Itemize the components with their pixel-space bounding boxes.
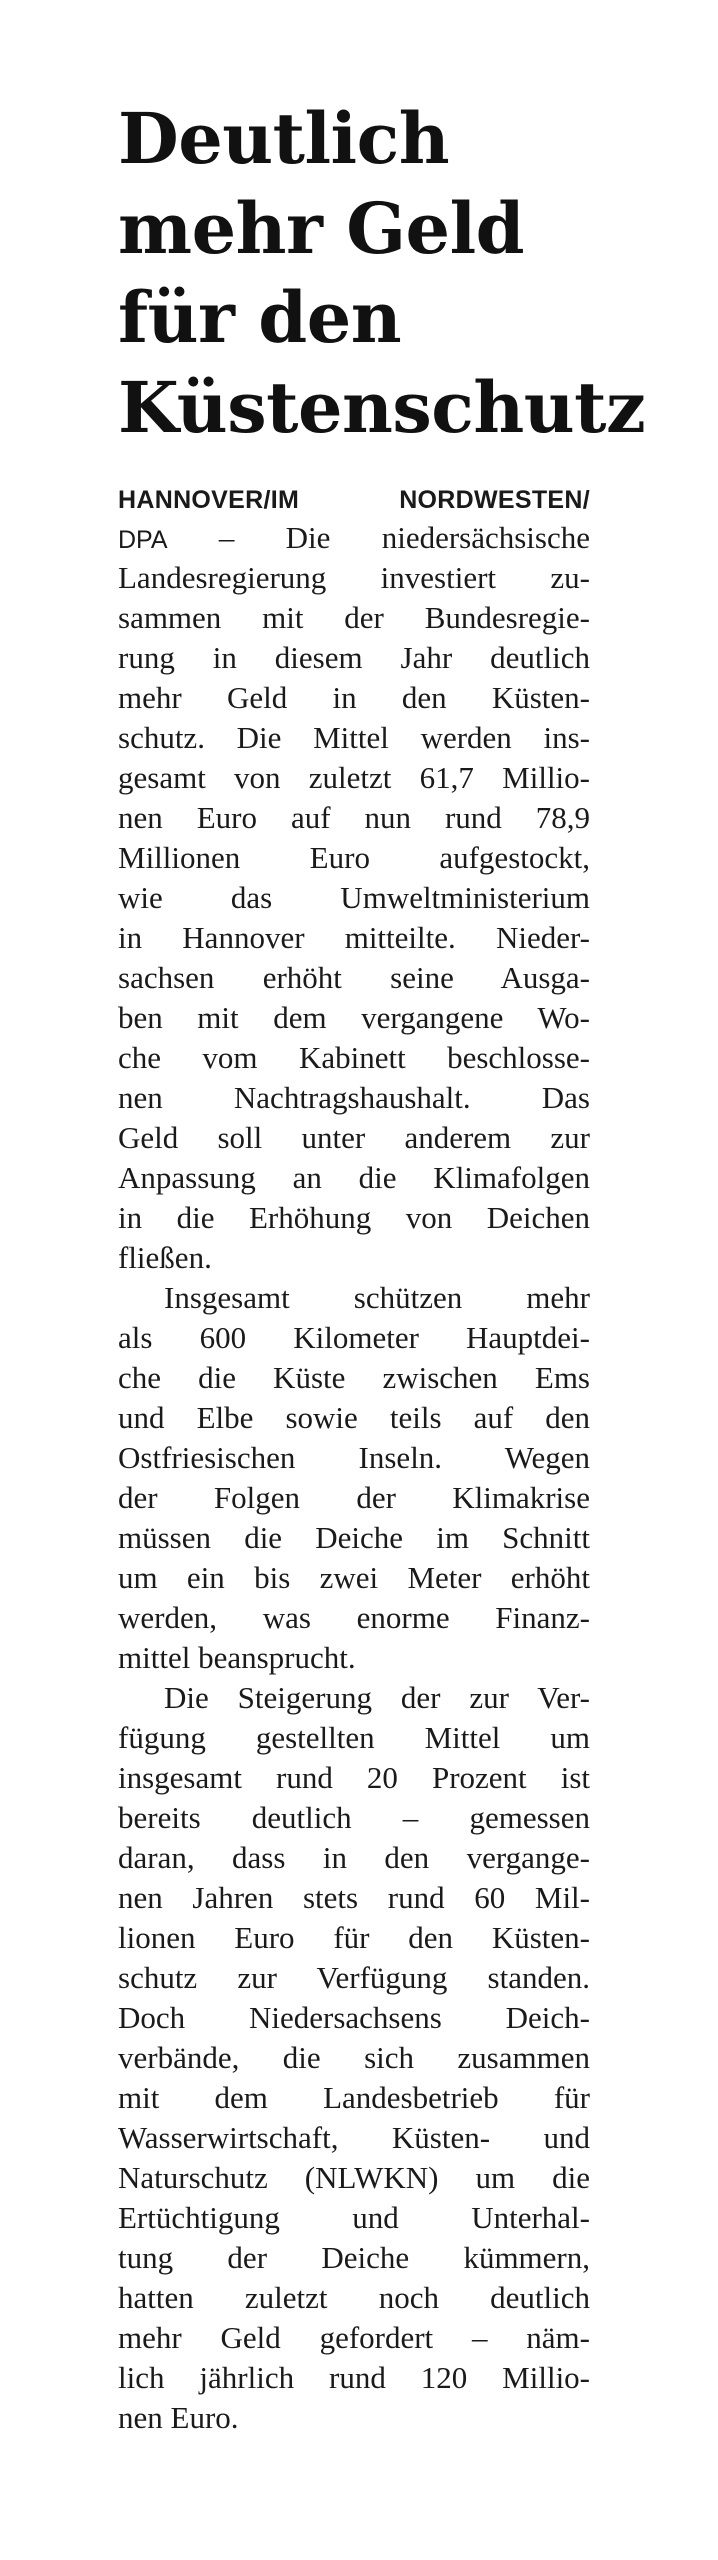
text-line: wie das Umweltministerium bbox=[118, 880, 590, 915]
text-line: che vom Kabinett beschlosse- bbox=[118, 1040, 590, 1075]
text-line: in Hannover mitteilte. Nieder- bbox=[118, 920, 590, 955]
text-line: schutz zur Verfügung standen. bbox=[118, 1960, 590, 1995]
article-body bbox=[118, 478, 590, 2438]
text-line: als 600 Kilometer Hauptdei- bbox=[118, 1320, 590, 1355]
text-line: daran, dass in den vergange- bbox=[118, 1840, 590, 1875]
paragraph bbox=[118, 1678, 590, 2438]
text-line: Doch Niedersachsens Deich- bbox=[118, 2000, 590, 2035]
text-line: insgesamt rund 20 Prozent ist bbox=[118, 1760, 590, 1795]
text-line: mehr Geld in den Küsten- bbox=[118, 680, 590, 715]
lead-line-text: – Die niedersächsische bbox=[218, 520, 590, 555]
text-line: Millionen Euro aufgestockt, bbox=[118, 840, 590, 875]
text-line: Ertüchtigung und Unterhal- bbox=[118, 2200, 590, 2235]
text-line: nen Jahren stets rund 60 Mil- bbox=[118, 1880, 590, 1915]
text-line: nen Nachtragshaushalt. Das bbox=[118, 1080, 590, 1115]
paragraph bbox=[118, 558, 590, 1278]
text-line: che die Küste zwischen Ems bbox=[118, 1360, 590, 1395]
text-line: Geld soll unter anderem zur bbox=[118, 1120, 590, 1155]
text-line: Landesregierung investiert zu- bbox=[118, 560, 590, 595]
agency-credit: DPA bbox=[118, 526, 168, 554]
text-line: werden, was enorme Finanz- bbox=[118, 1600, 590, 1635]
lead-line bbox=[118, 518, 590, 558]
text-line: und Elbe sowie teils auf den bbox=[118, 1400, 590, 1435]
text-line: sammen mit der Bundesregie- bbox=[118, 600, 590, 635]
headline-line: mehr Geld bbox=[118, 186, 525, 270]
text-line: tung der Deiche kümmern, bbox=[118, 2240, 590, 2275]
dateline-location-part: HANNOVER/IM bbox=[118, 486, 300, 514]
text-line: bereits deutlich – gemessen bbox=[118, 1800, 590, 1835]
headline-line: für den bbox=[118, 276, 402, 360]
text-line: um ein bis zwei Meter erhöht bbox=[118, 1560, 590, 1595]
text-line: gesamt von zuletzt 61,7 Millio- bbox=[118, 760, 590, 795]
paragraphs bbox=[118, 558, 590, 2438]
text-line: Naturschutz (NLWKN) um die bbox=[118, 2160, 590, 2195]
text-line: lich jährlich rund 120 Millio- bbox=[118, 2360, 590, 2395]
text-line: mit dem Landesbetrieb für bbox=[118, 2080, 590, 2115]
text-line: ben mit dem vergangene Wo- bbox=[118, 1000, 590, 1035]
text-line: Die Steigerung der zur Ver- bbox=[164, 1680, 590, 1715]
text-line: Ostfriesischen Inseln. Wegen bbox=[118, 1440, 590, 1475]
text-line: verbände, die sich zusammen bbox=[118, 2040, 590, 2075]
text-line: mittel beansprucht. bbox=[118, 1640, 356, 1675]
text-line: lionen Euro für den Küsten- bbox=[118, 1920, 590, 1955]
text-line: nen Euro auf nun rund 78,9 bbox=[118, 800, 590, 835]
text-line: Anpassung an die Klimafolgen bbox=[118, 1160, 590, 1195]
dateline-location-part: NORDWESTEN/ bbox=[399, 486, 590, 514]
text-line: hatten zuletzt noch deutlich bbox=[118, 2280, 590, 2315]
text-line: müssen die Deiche im Schnitt bbox=[118, 1520, 590, 1555]
paragraph bbox=[118, 1278, 590, 1678]
text-line: Wasserwirtschaft, Küsten- und bbox=[118, 2120, 590, 2155]
headline bbox=[118, 94, 646, 452]
text-line: schutz. Die Mittel werden ins- bbox=[118, 720, 590, 755]
text-line: rung in diesem Jahr deutlich bbox=[118, 640, 590, 675]
text-line: Insgesamt schützen mehr bbox=[164, 1280, 590, 1315]
headline-line: Küstenschutz bbox=[118, 365, 646, 449]
text-line: in die Erhöhung von Deichen bbox=[118, 1200, 590, 1235]
headline-line: Deutlich bbox=[118, 97, 450, 180]
text-line: der Folgen der Klimakrise bbox=[118, 1480, 590, 1515]
text-line: fließen. bbox=[118, 1240, 212, 1275]
dateline bbox=[118, 478, 590, 518]
text-line: fügung gestellten Mittel um bbox=[118, 1720, 590, 1755]
text-line: sachsen erhöht seine Ausga- bbox=[118, 960, 590, 995]
text-line: nen Euro. bbox=[118, 2400, 239, 2435]
text-line: mehr Geld gefordert – näm- bbox=[118, 2320, 590, 2355]
